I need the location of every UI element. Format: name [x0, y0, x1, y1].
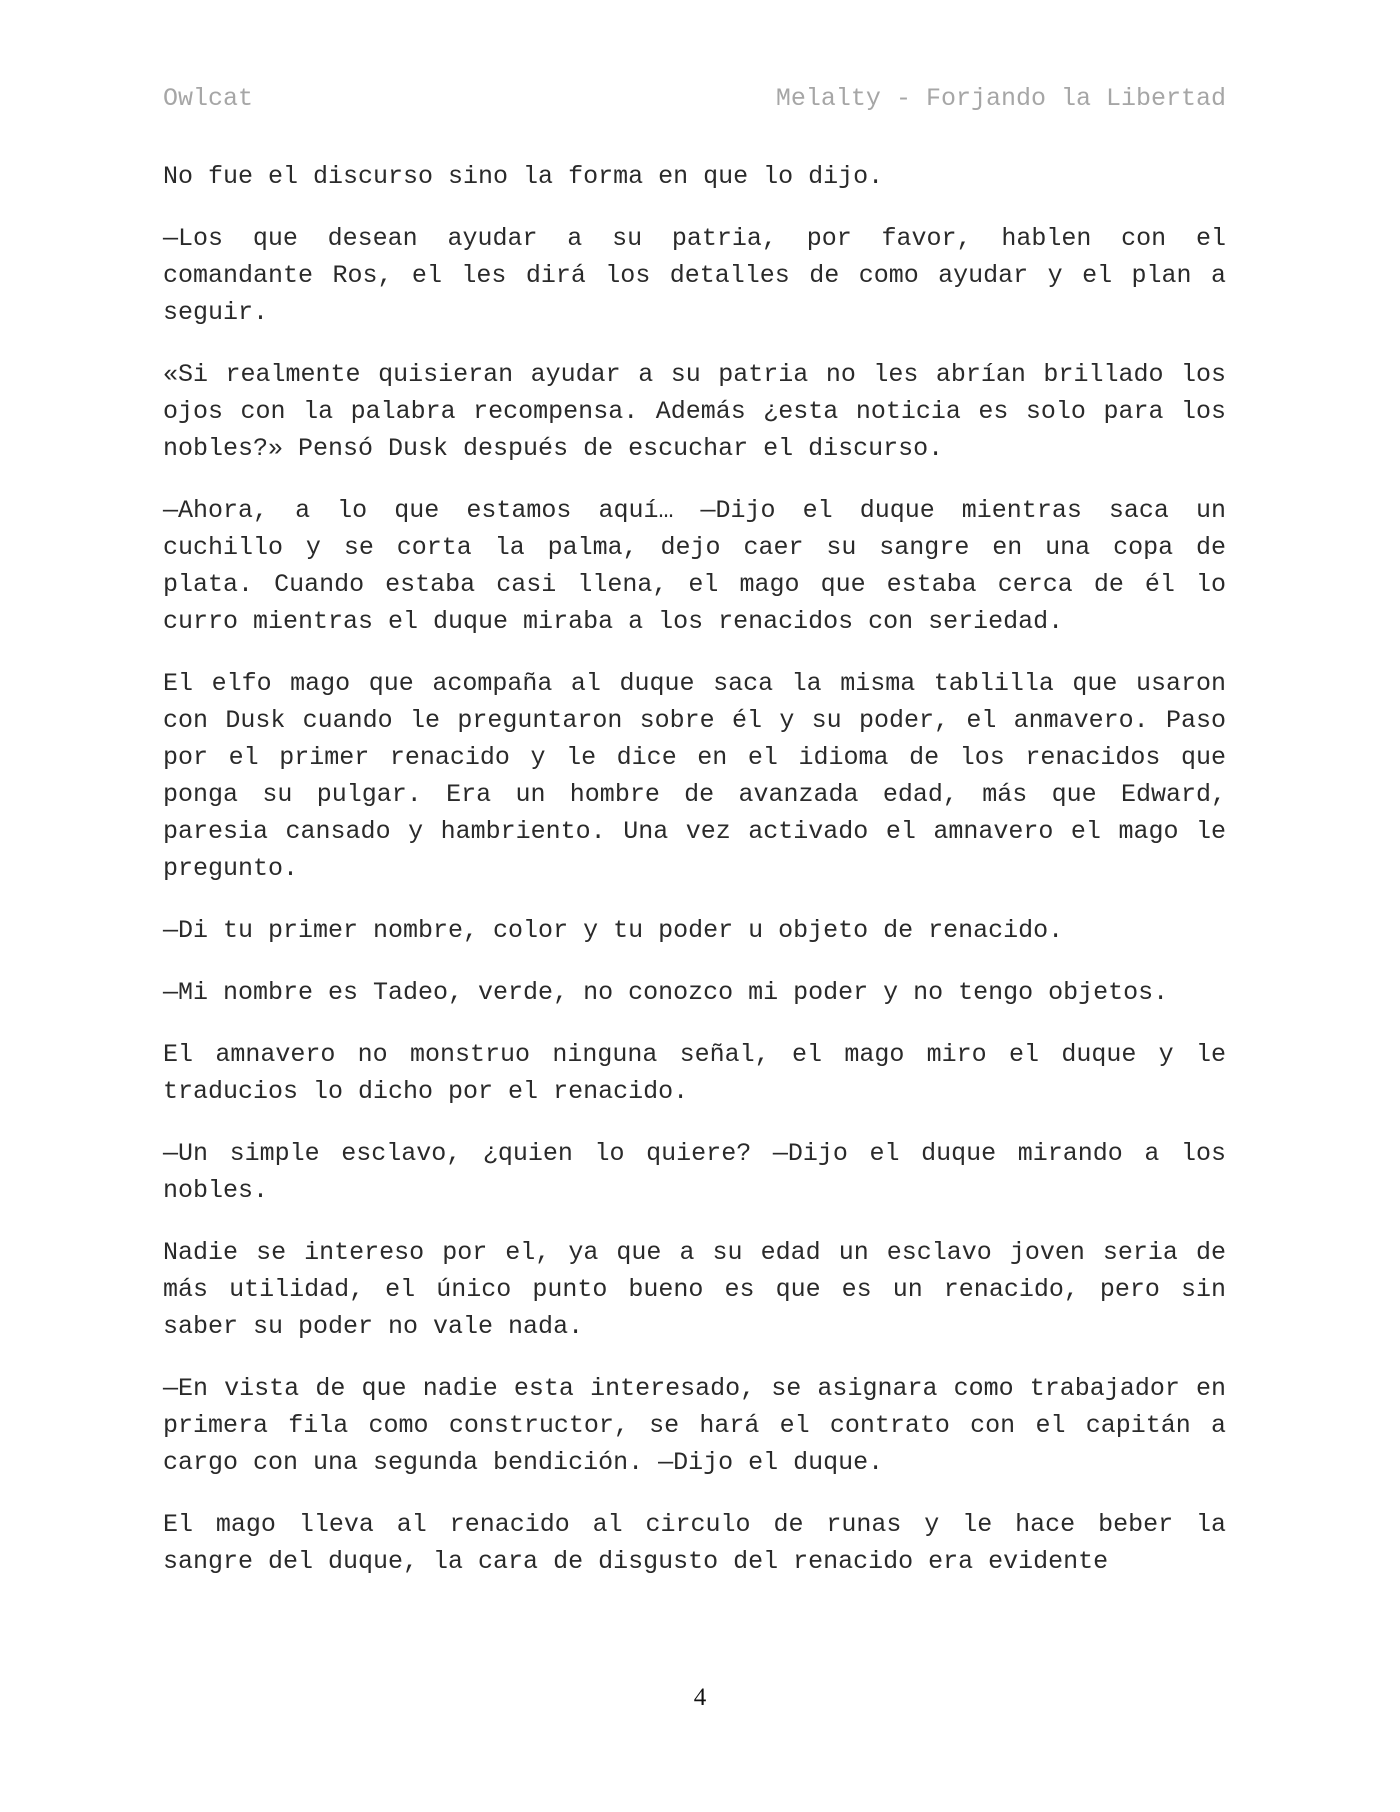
- page-number: 4: [693, 1684, 707, 1711]
- paragraph: El amnavero no monstruo ninguna señal, el mago miro el duque y le traducios lo dicho por el renacido.: [163, 1040, 1226, 1106]
- body-text: [163, 158, 1226, 1605]
- paragraph: —Di tu primer nombre, color y tu poder u objeto de renacido.: [163, 916, 1064, 945]
- paragraph: «Si realmente quisieran ayudar a su patria no les abrían brillado los ojos con la palabra recompensa. Además ¿esta noticia es solo para los nobles?» Pensó Dusk después de escuchar el discurso.: [163, 360, 1226, 463]
- page-header: [163, 80, 1226, 116]
- paragraph: No fue el discurso sino la forma en que lo dijo.: [163, 162, 884, 191]
- paragraph: —Mi nombre es Tadeo, verde, no conozco mi poder y no tengo objetos.: [163, 978, 1169, 1007]
- paragraph: El mago lleva al renacido al circulo de runas y le hace beber la sangre del duque, la cara de disgusto del renacido era evidente: [163, 1510, 1226, 1576]
- header-author: Owlcat: [163, 83, 254, 113]
- paragraph: —Un simple esclavo, ¿quien lo quiere? —Dijo el duque mirando a los nobles.: [163, 1139, 1226, 1205]
- paragraph: Nadie se intereso por el, ya que a su edad un esclavo joven seria de más utilidad, el único punto bueno es que es un renacido, pero sin saber su poder no vale nada.: [163, 1238, 1226, 1341]
- paragraph: —Los que desean ayudar a su patria, por favor, hablen con el comandante Ros, el les dirá los detalles de como ayudar y el plan a seguir.: [163, 224, 1226, 327]
- paragraph: El elfo mago que acompaña al duque saca la misma tablilla que usaron con Dusk cuando le preguntaron sobre él y su poder, el anmavero. Paso por el primer renacido y le dice en el idioma de los renacidos que ponga su pulgar. Era un hombre de avanzada edad, más que Edward, paresia cansado y hambriento. Una vez activado el amnavero el mago le pregunto.: [163, 669, 1226, 883]
- paragraph: —Ahora, a lo que estamos aquí… —Dijo el duque mientras saca un cuchillo y se corta la palma, dejo caer su sangre en una copa de plata. Cuando estaba casi llena, el mago que estaba cerca de él lo curro mientras el duque miraba a los renacidos con seriedad.: [163, 496, 1226, 636]
- paragraph: —En vista de que nadie esta interesado, se asignara como trabajador en primera fila como constructor, se hará el contrato con el capitán a cargo con una segunda bendición. —Dijo el duque.: [163, 1374, 1226, 1477]
- header-title: Melalty - Forjando la Libertad: [775, 83, 1226, 113]
